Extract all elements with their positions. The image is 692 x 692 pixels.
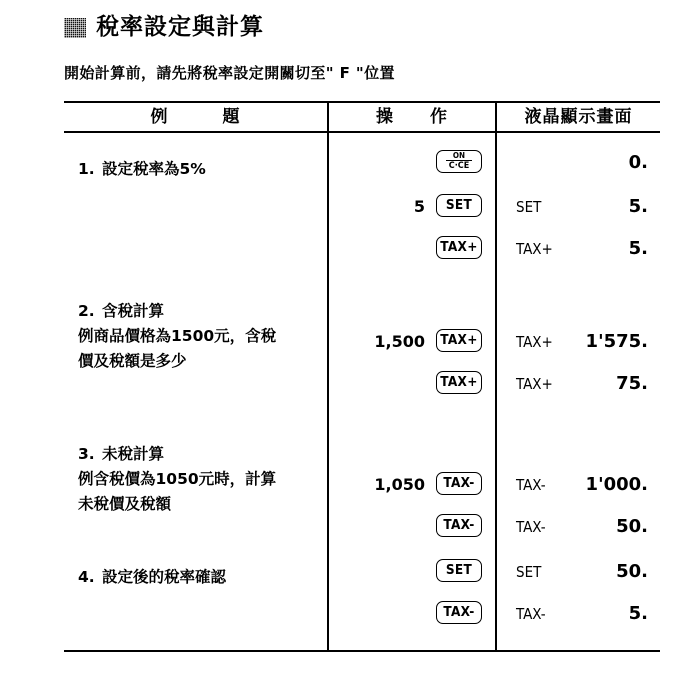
key-label-bottom: C·CE bbox=[448, 161, 470, 171]
calculator-key-on-c-ce[interactable] bbox=[436, 150, 482, 173]
display-value: 1'000. bbox=[585, 474, 648, 495]
display-mode-label: SET bbox=[516, 563, 542, 581]
calculator-key-set[interactable]: SET bbox=[436, 194, 482, 217]
calculator-key-tax[interactable]: TAX+ bbox=[436, 329, 482, 352]
display-mode-label: TAX- bbox=[516, 605, 546, 623]
display-mode-label: TAX- bbox=[516, 518, 546, 536]
example-description-line: 例含稅價為1050元時，計算 bbox=[78, 470, 277, 488]
display-value: 5. bbox=[628, 196, 648, 217]
display-value: 50. bbox=[616, 516, 648, 537]
table-top-border bbox=[64, 101, 660, 103]
display-value: 5. bbox=[628, 603, 648, 624]
page-title: 稅率設定與計算 bbox=[96, 14, 264, 40]
calculator-key-tax[interactable]: TAX- bbox=[436, 514, 482, 537]
example-title: 設定後的稅率確認 bbox=[102, 568, 227, 586]
example-cell bbox=[78, 442, 323, 517]
calculator-key-set[interactable]: SET bbox=[436, 559, 482, 582]
operation-input-value: 1,500 bbox=[374, 332, 425, 351]
example-title: 設定稅率為5% bbox=[102, 160, 206, 178]
example-number: 2. bbox=[78, 302, 95, 320]
example-description-line: 價及稅額是多少 bbox=[78, 352, 187, 370]
display-value: 50. bbox=[616, 561, 648, 582]
operation-input-value: 1,050 bbox=[374, 475, 425, 494]
display-value: 1'575. bbox=[585, 331, 648, 352]
display-mode-label: TAX+ bbox=[516, 333, 553, 351]
display-mode-label: TAX+ bbox=[516, 240, 553, 258]
example-description-line: 例商品價格為1500元，含稅 bbox=[78, 327, 277, 345]
example-number: 1. bbox=[78, 160, 95, 178]
display-value: 0. bbox=[628, 152, 648, 173]
column-header-example: 例 題 bbox=[150, 107, 241, 127]
table-header-border bbox=[64, 131, 660, 133]
table-column-divider-2 bbox=[495, 101, 497, 652]
column-header-display: 液晶顯示畫面 bbox=[524, 107, 633, 127]
calculator-key-tax[interactable]: TAX+ bbox=[436, 371, 482, 394]
calculator-key-tax[interactable]: TAX- bbox=[436, 472, 482, 495]
display-value: 5. bbox=[628, 238, 648, 259]
display-mode-label: TAX+ bbox=[516, 375, 553, 393]
display-value: 75. bbox=[616, 373, 648, 394]
example-title: 未稅計算 bbox=[102, 445, 165, 463]
example-title: 含稅計算 bbox=[102, 302, 165, 320]
display-mode-label: TAX- bbox=[516, 476, 546, 494]
key-label-top: ON bbox=[446, 152, 472, 161]
page-title-row bbox=[64, 16, 264, 39]
filled-square-bullet-icon bbox=[64, 18, 86, 38]
example-cell bbox=[78, 157, 323, 182]
display-mode-label: SET bbox=[516, 198, 542, 216]
table-column-divider-1 bbox=[327, 101, 329, 652]
column-header-operation: 操 作 bbox=[376, 107, 448, 127]
example-description-line: 未稅價及稅額 bbox=[78, 495, 172, 513]
table-bottom-border bbox=[64, 650, 660, 652]
calculator-key-tax[interactable]: TAX- bbox=[436, 601, 482, 624]
calculator-key-tax[interactable]: TAX+ bbox=[436, 236, 482, 259]
tax-calculation-table bbox=[64, 101, 660, 652]
page-subtitle: 開始計算前，請先將稅率設定開關切至" F "位置 bbox=[64, 64, 395, 82]
example-number: 3. bbox=[78, 445, 95, 463]
example-cell bbox=[78, 299, 323, 374]
example-number: 4. bbox=[78, 568, 95, 586]
operation-input-value: 5 bbox=[413, 197, 425, 216]
example-cell bbox=[78, 565, 323, 590]
